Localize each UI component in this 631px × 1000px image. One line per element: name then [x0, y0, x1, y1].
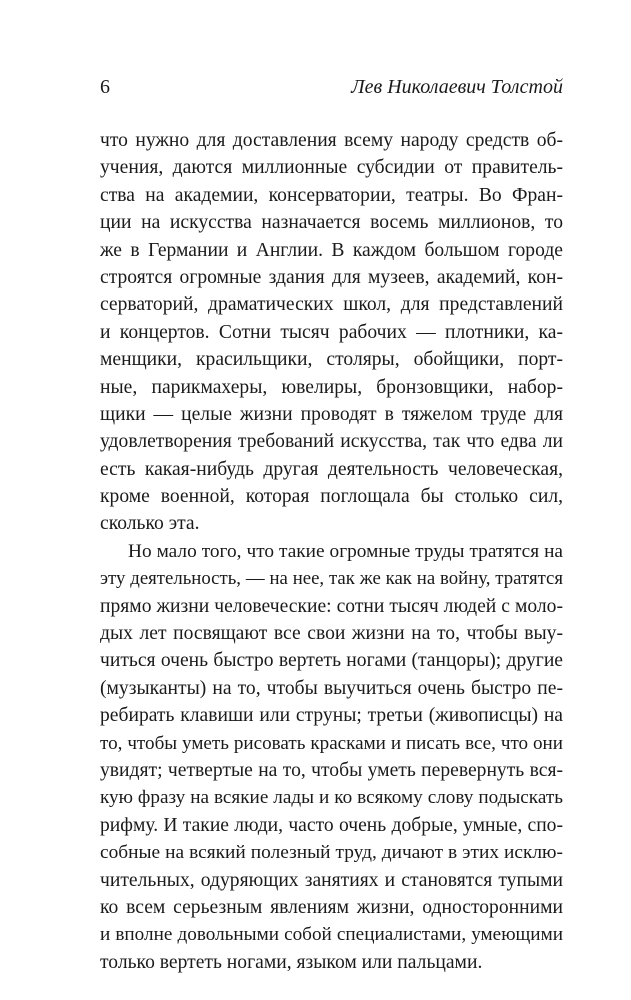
- text-line: сколько эта.: [100, 513, 200, 535]
- body-text: [100, 127, 563, 976]
- text-line: Но мало того, что такие огромные труды тратятся на: [128, 540, 563, 562]
- text-line: серваторий, драматических школ, для представлений: [100, 294, 563, 316]
- text-line: прямо жизни человеческие: сотни тысяч людей с моло-: [100, 595, 563, 617]
- text-line: есть какая-нибудь другая деятельность человеческая,: [100, 458, 563, 480]
- text-line: строятся огромные здания для музеев, академий, кон-: [100, 266, 563, 288]
- text-line: ребирать клавиши или струны; третьи (живописцы) на: [100, 705, 563, 727]
- text-line: ко всем серьезным явлениям жизни, односторонними: [100, 896, 563, 918]
- text-line: менщики, красильщики, столяры, обойщики, порт-: [100, 349, 563, 371]
- running-title: Лев Николаевич Толстой: [351, 76, 563, 98]
- text-line: (музыканты) на то, чтобы выучиться очень быстро пе-: [100, 677, 563, 699]
- text-line: эту деятельность, — на нее, так же как на войну, тратятся: [100, 568, 563, 590]
- text-line: ства на академии, консерватории, театры. Во Фран-: [100, 184, 563, 206]
- running-head: [100, 72, 563, 102]
- text-line: что нужно для доставления всему народу средств об-: [100, 130, 563, 151]
- text-line: удовлетворения требований искусства, так что едва ли: [100, 431, 563, 453]
- text-line: ции на искусства назначается восемь миллионов, то: [100, 212, 563, 234]
- text-line: щики — целые жизни проводят в тяжелом труде для: [100, 403, 563, 425]
- page-number: 6: [100, 76, 110, 98]
- text-line: то, чтобы уметь рисовать красками и писать все, что они: [100, 732, 563, 754]
- text-line: читься очень быстро вертеть ногами (танцоры); другие: [100, 650, 563, 672]
- text-line: учения, даются миллионные субсидии от правитель-: [100, 157, 563, 179]
- text-line: и концертов. Сотни тысяч рабочих — плотники, ка-: [100, 321, 563, 343]
- text-line: чительных, одуряющих занятиях и становятся тупыми: [100, 869, 563, 891]
- text-line: рифму. И такие люди, часто очень добрые, умные, спо-: [100, 814, 563, 836]
- text-line: увидят; четвертые на то, чтобы уметь перевернуть вся-: [100, 759, 563, 781]
- text-line: и вполне довольными собой специалистами, умеющими: [100, 924, 563, 946]
- text-line: ные, парикмахеры, ювелиры, бронзовщики, набор-: [100, 376, 563, 398]
- text-line: кроме военной, которая поглощала бы столько сил,: [100, 486, 563, 508]
- text-line: же в Германии и Англии. В каждом большом городе: [100, 239, 563, 261]
- text-line: кую фразу на всякие лады и ко всякому слову подыскать: [100, 787, 563, 809]
- text-line: дых лет посвящают все свои жизни на то, чтобы выу-: [100, 623, 563, 645]
- text-line: только вертеть ногами, языком или пальцами.: [100, 951, 483, 973]
- text-line: собные на всякий полезный труд, дичают в этих исклю-: [100, 842, 563, 864]
